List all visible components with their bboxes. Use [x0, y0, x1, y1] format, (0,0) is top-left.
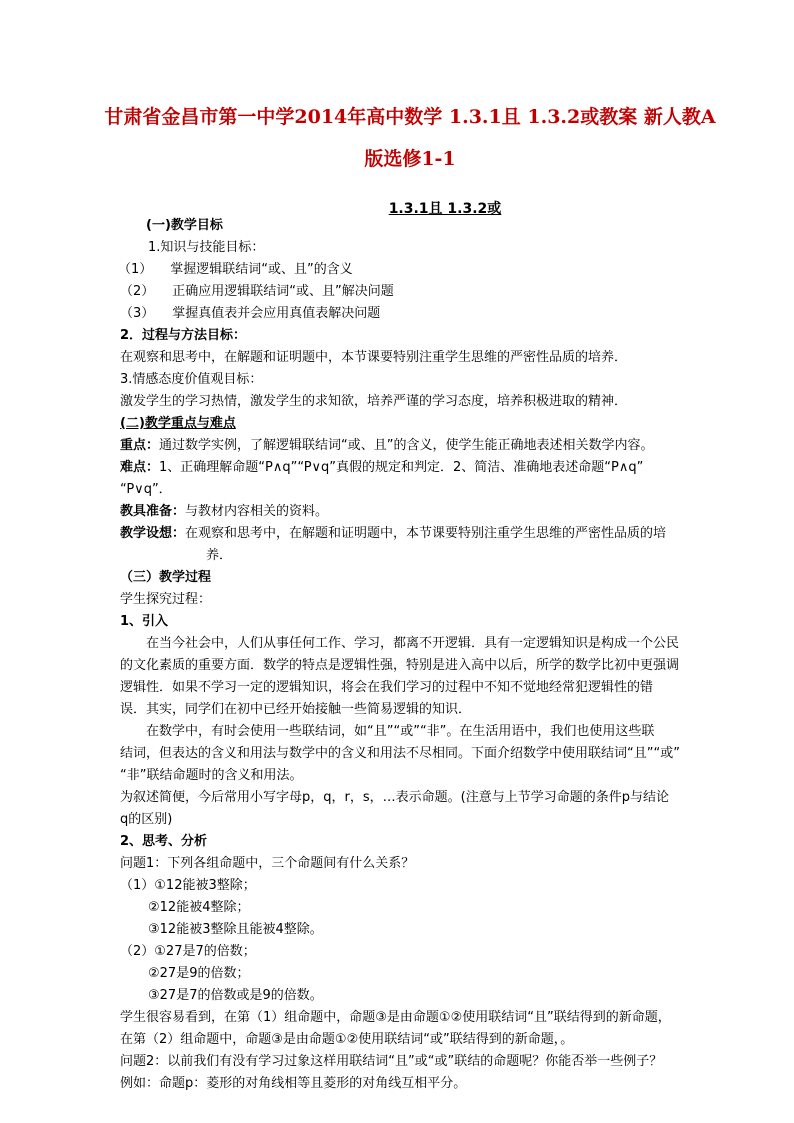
goal-item-2: （2） 正确应用逻辑联结词“或、且”解决问题 — [120, 284, 394, 299]
intro-paragraph-2-line-1: 在数学中，有时会使用一些联结词，如“且”“或”“非”。在生活用语中，我们也使用这些联 — [146, 724, 655, 739]
document-title-line1: 甘肃省金昌市第一中学2014年高中数学 1.3.1且 1.3.2或教案 新人教A — [104, 106, 716, 128]
emotion-goals-heading: 3.情感态度价值观目标： — [120, 372, 263, 387]
intro-paragraph-3-line-2: q的区别) — [120, 812, 173, 827]
question-1: 问题1：下列各组命题中，三个命题间有什么关系？ — [120, 856, 415, 871]
key-point: 重点：通过数学实例，了解逻辑联结词“或、且”的含义，使学生能正确地表述相关数学内容。 — [120, 438, 654, 453]
goals-heading: (一)教学目标 — [146, 218, 223, 233]
intro-paragraph-2-line-2: 结词，但表达的含义和用法与数学中的含义和用法不尽相同。下面介绍数学中使用联结词“且”“或” — [120, 746, 680, 761]
explore-label: 学生探究过程： — [120, 592, 212, 607]
group-1-item-3: ③12能被3整除且能被4整除。 — [148, 922, 323, 937]
group-1-item-2: ②12能被4整除； — [148, 900, 250, 915]
keypoints-heading: (二)教学重点与难点 — [120, 416, 236, 431]
teaching-tools: 教具准备：与教材内容相关的资料。 — [120, 504, 329, 519]
document-body — [120, 215, 730, 1095]
difficulty-point-cont: “P∨q”． — [120, 482, 172, 497]
intro-paragraph-1-line-4: 误．其实，同学们在初中已经开始接触一些简易逻辑的知识． — [120, 702, 472, 717]
knowledge-goals-heading: 1.知识与技能目标： — [148, 240, 265, 255]
intro-paragraph-1-line-3: 逻辑性．如果不学习一定的逻辑知识，将会在我们学习的过程中不知不觉地经常犯逻辑性的错 — [120, 680, 654, 695]
observation-line-2: 在第（2）组命题中，命题③是由命题①②使用联结词“或”联结得到的新命题，。 — [120, 1032, 574, 1047]
process-goals-heading: 2．过程与方法目标： — [120, 328, 247, 343]
teaching-idea-cont: 养． — [206, 548, 233, 563]
observation-line-1: 学生很容易看到，在第（1）组命题中，命题③是由命题①②使用联结词“且”联结得到的新命题， — [120, 1010, 671, 1025]
question-2: 问题2：以前我们有没有学习过象这样用联结词“且”或“或”联结的命题呢？你能否举一些例子？ — [120, 1054, 663, 1069]
goal-item-1: （1） 掌握逻辑联结词“或、且”的含义 — [118, 262, 353, 277]
section-title: 1.3.1且 1.3.2或 — [388, 201, 502, 217]
intro-paragraph-3-line-1: 为叙述简便，今后常用小写字母p，q，r，s，…表示命题。(注意与上节学习命题的条件p与结论 — [120, 790, 669, 805]
group-2-item-3: ③27是7的倍数或是9的倍数。 — [148, 988, 323, 1003]
difficulty-point: 难点：1、正确理解命题“P∧q”“P∨q”真假的规定和判定．2、简洁、准确地表述命题“P∧q” — [120, 460, 644, 475]
document-title-line2: 版选修1-1 — [364, 148, 456, 170]
intro-heading: 1、引入 — [120, 614, 169, 629]
intro-paragraph-2-line-3: “非”联结命题时的含义和用法。 — [120, 768, 303, 783]
group-2-item-1: （2）①27是7的倍数； — [120, 944, 256, 959]
teaching-idea: 教学设想：在观察和思考中，在解题和证明题中，本节课要特别注重学生思维的严密性品质的培 — [120, 526, 667, 541]
intro-paragraph-1-line-2: 的文化素质的重要方面．数学的特点是逻辑性强，特别是进入高中以后，所学的数学比初中更强调 — [120, 658, 680, 673]
emotion-goals-text: 激发学生的学习热情，激发学生的求知欲，培养严谨的学习态度，培养积极进取的精神． — [120, 394, 628, 409]
intro-paragraph-1-line-1: 在当今社会中，人们从事任何工作、学习，都离不开逻辑．具有一定逻辑知识是构成一个公民 — [146, 636, 680, 651]
group-2-item-2: ②27是9的倍数； — [148, 966, 250, 981]
process-goals-text: 在观察和思考中，在解题和证明题中，本节课要特别注重学生思维的严密性品质的培养． — [120, 350, 628, 365]
think-heading: 2、思考、分析 — [120, 834, 208, 849]
group-1-item-1: （1）①12能被3整除； — [120, 878, 256, 893]
example-line: 例如：命题p：菱形的对角线相等且菱形的对角线互相平分。 — [120, 1076, 467, 1091]
goal-item-3: （3） 掌握真值表并会应用真值表解决问题 — [120, 306, 381, 321]
process-heading: （三）教学过程 — [120, 570, 212, 585]
